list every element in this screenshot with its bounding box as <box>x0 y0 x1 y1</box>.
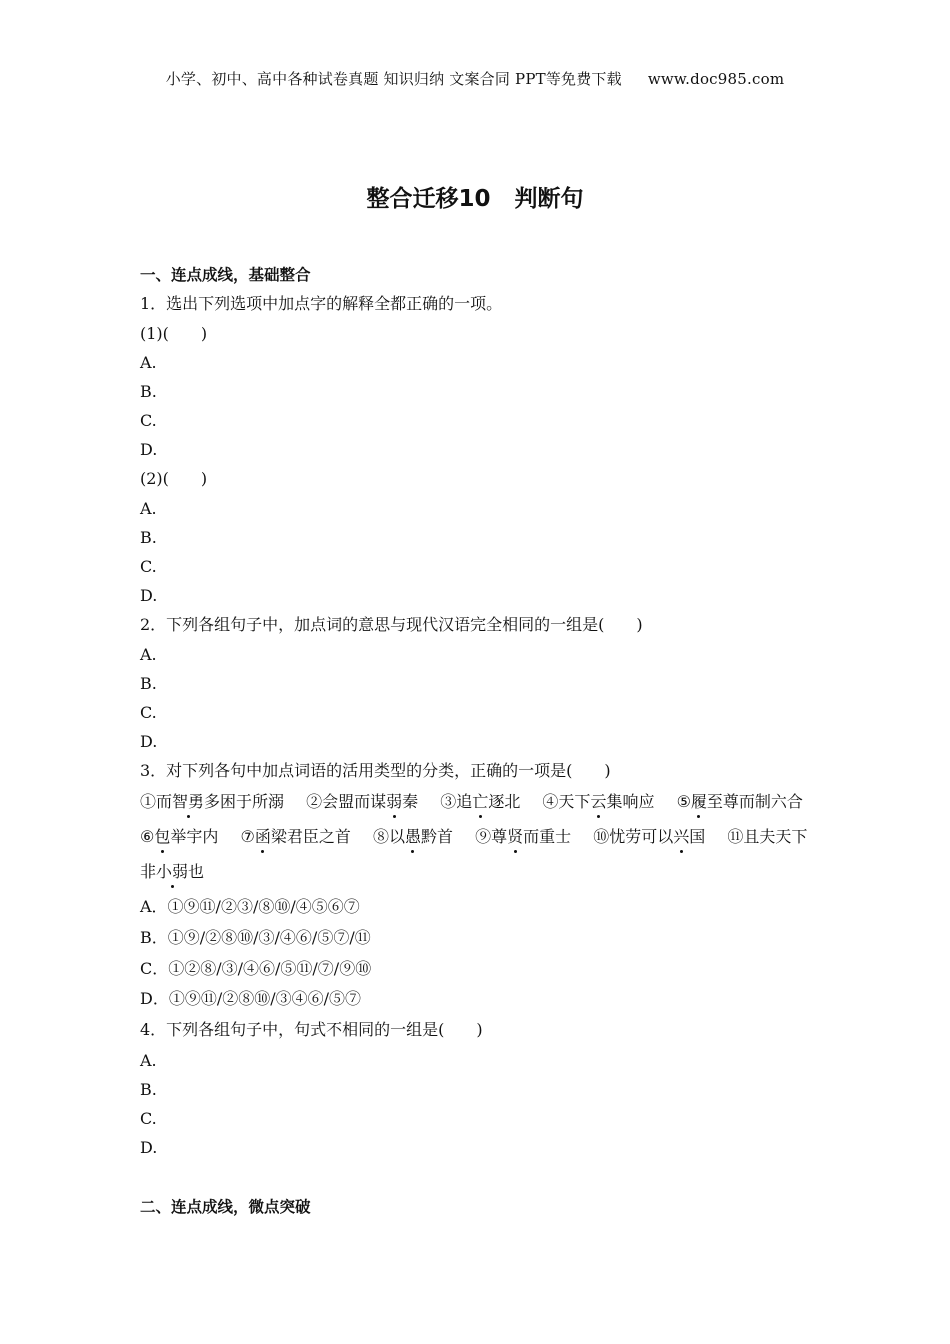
option-a: A．①⑨⑪/②③/⑧⑩/④⑤⑥⑦ <box>140 897 360 916</box>
option-d: D. <box>140 586 158 605</box>
question-1-sub1: (1)( ) <box>140 324 208 343</box>
example-sentences-line-3: 非小弱也 <box>140 862 205 881</box>
question-1-sub2: (2)( ) <box>140 469 208 488</box>
example-item: ③追亡逐北 <box>440 792 521 811</box>
option-b: B. <box>140 674 157 693</box>
example-item: ⑧以愚黔首 <box>372 827 453 846</box>
option-d: D. <box>140 732 158 751</box>
option-c: C. <box>140 557 157 576</box>
example-item: ①而智勇多困于所溺 <box>140 792 285 811</box>
example-item: ⑩忧劳可以兴国 <box>593 827 706 846</box>
example-item: ⑥包举宇内 <box>140 827 219 846</box>
example-item: ⑦函梁君臣之首 <box>240 827 351 846</box>
dotted-word: 小弱 <box>156 862 189 881</box>
question-3-stem: 3．对下列各句中加点词语的活用类型的分类，正确的一项是( ) <box>140 761 611 780</box>
option-d: D. <box>140 440 158 459</box>
question-1-stem: 1．选出下列选项中加点字的解释全都正确的一项。 <box>140 294 503 313</box>
header-text: 小学、初中、高中各种试卷真题 知识归纳 文案合同 PPT等免费下载 <box>165 70 622 88</box>
option-d: D．①⑨⑪/②⑧⑩/③④⑥/⑤⑦ <box>140 989 362 1008</box>
option-a: A. <box>140 645 157 664</box>
example-sentences-line-2 <box>140 827 807 847</box>
option-c: C. <box>140 1109 157 1128</box>
option-b: B. <box>140 382 157 401</box>
option-b: B．①⑨/②⑧⑩/③/④⑥/⑤⑦/⑪ <box>140 928 371 947</box>
question-4-stem: 4．下列各组句子中，句式不相同的一组是( ) <box>140 1020 483 1039</box>
page-title <box>0 180 950 213</box>
option-d: D. <box>140 1138 158 1157</box>
title-sub: 判断句 <box>514 186 584 212</box>
section-heading-1: 一、连点成线，基础整合 <box>140 266 311 284</box>
option-b: B. <box>140 1080 157 1099</box>
example-sentences-line-1 <box>140 792 803 812</box>
example-item: ④天下云集响应 <box>542 792 655 811</box>
option-c: C. <box>140 703 157 722</box>
page-header <box>0 68 950 89</box>
option-a: A. <box>140 1051 157 1070</box>
title-main: 整合迁移10 <box>366 186 491 212</box>
option-a: A. <box>140 353 157 372</box>
option-c: C. <box>140 411 157 430</box>
section-heading-2: 二、连点成线，微点突破 <box>140 1198 311 1216</box>
question-2-stem: 2．下列各组句子中，加点词的意思与现代汉语完全相同的一组是( ) <box>140 615 643 634</box>
header-url[interactable]: www.doc985.com <box>647 70 785 88</box>
example-item: ⑤履至尊而制六合 <box>676 792 803 811</box>
example-item: ②会盟而谋弱秦 <box>306 792 419 811</box>
option-a: A. <box>140 499 157 518</box>
option-c: C．①②⑧/③/④⑥/⑤⑪/⑦/⑨⑩ <box>140 959 372 978</box>
option-b: B. <box>140 528 157 547</box>
example-item: ⑪且夫天下 <box>727 827 808 846</box>
example-item: ⑨尊贤而重士 <box>475 827 572 846</box>
